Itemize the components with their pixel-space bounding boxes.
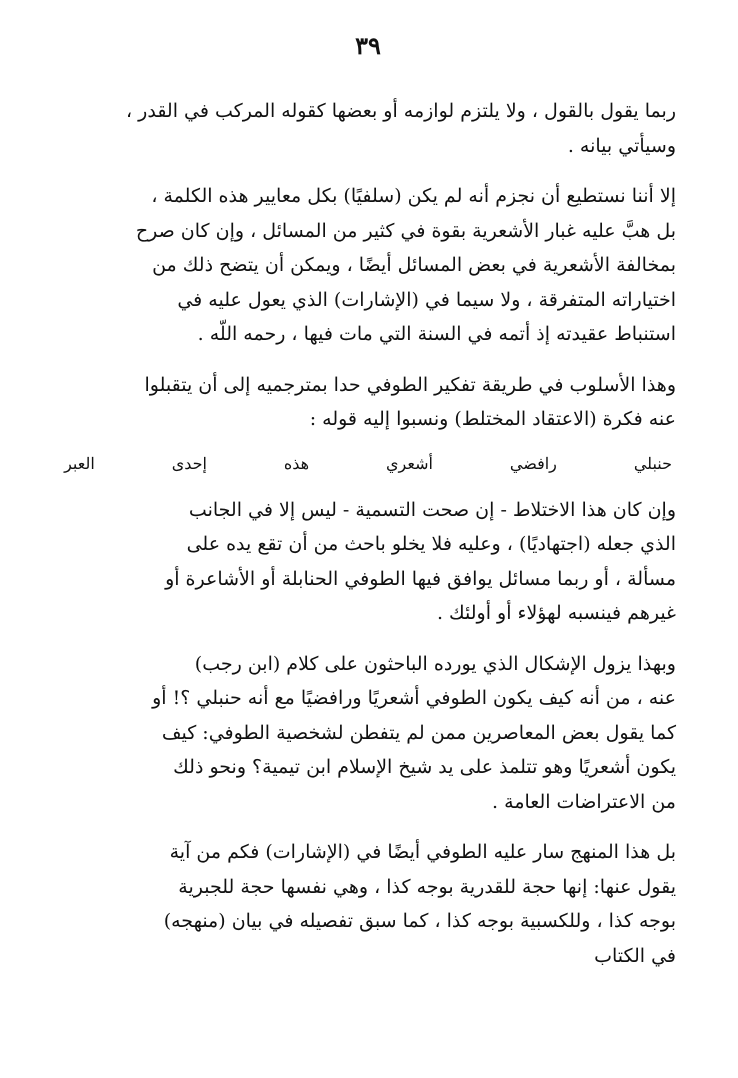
paragraph-5 [60,647,676,820]
verse-word: أشعري [386,453,433,473]
text-line: عنه ، من أنه كيف يكون الطوفي أشعريًا ورافضيًا مع أنه حنبلي ؟! أو [152,687,676,709]
text-line: يقول عنها: إنها حجة للقدرية بوجه كذا ، وهي نفسها حجة للجبرية [178,875,676,898]
paragraph-1 [60,94,676,163]
text-line: وبهذا يزول الإشكال الذي يورده الباحثون على كلام (ابن رجب) [194,652,676,675]
text-line: وإن كان هذا الاختلاط - إن صحت التسمية - ليس إلا في الجانب [188,498,676,521]
text-line: بوجه كذا ، وللكسبية بوجه كذا ، كما سبق تفصيله في بيان (منهجه) [163,910,676,932]
text-line: بمخالفة الأشعرية في بعض المسائل أيضًا ، ويمكن أن يتضح ذلك من [152,254,676,276]
text-line: بل هذا المنهج سار عليه الطوفي أيضًا في (الإشارات) فكم من آية [169,841,676,863]
text-line: إلا أننا نستطيع أن نجزم أنه لم يكن (سلفيًا) بكل معايير هذه الكلمة ، [151,185,676,207]
verse-word: هذه [283,453,310,473]
book-page [60,28,676,989]
text-line: كما يقول بعض المعاصرين ممن لم يتفطن لشخصية الطوفي: كيف [161,721,676,744]
text-line: الذي جعله (اجتهاديًا) ، وعليه فلا يخلو باحث من أن تقع يده على [186,533,676,555]
verse-word: العبر [64,453,95,473]
text-line: غيرهم فينسبه لهؤلاء أو أولئك . [436,602,676,624]
paragraph-4 [60,493,676,631]
poetry-verse [60,447,676,481]
text-line: ربما يقول بالقول ، ولا يلتزم لوازمه أو بعضها كقوله المركب في القدر ، [126,100,676,122]
verse-word: رافضي [509,453,557,473]
text-line: من الاعتراضات العامة . [492,790,676,813]
paragraph-3 [60,368,676,437]
text-line: بل هبَّ عليه غبار الأشعرية بقوة في كثير من المسائل ، وإن كان صرح [135,219,676,242]
verse-word: حنبلي [633,453,672,473]
text-line: وسيأتي بيانه . [567,134,676,157]
text-line: اختياراته المتفرقة ، ولا سيما في (الإشارات) الذي يعول عليه في [177,288,676,311]
text-line: استنباط عقيدته إذ أتمه في السنة التي مات فيها ، رحمه اللّه . [197,323,676,345]
text-line: عنه فكرة (الاعتقاد المختلط) ونسبوا إليه قوله : [309,408,676,430]
text-line: وهذا الأسلوب في طريقة تفكير الطوفي حدا بمترجميه إلى أن يتقبلوا [144,373,676,396]
paragraph-2 [60,179,676,352]
paragraph-6 [60,835,676,973]
verse-word: إحدى [171,453,207,473]
text-line: مسألة ، أو ربما مسائل يوافق فيها الطوفي الحنابلة أو الأشاعرة أو [165,567,676,590]
text-line: في الكتاب [594,944,676,967]
page-number: ٣٩ [355,31,381,60]
text-line: يكون أشعريًا وهو تتلمذ على يد شيخ الإسلام ابن تيمية؟ ونحو ذلك [173,756,676,778]
